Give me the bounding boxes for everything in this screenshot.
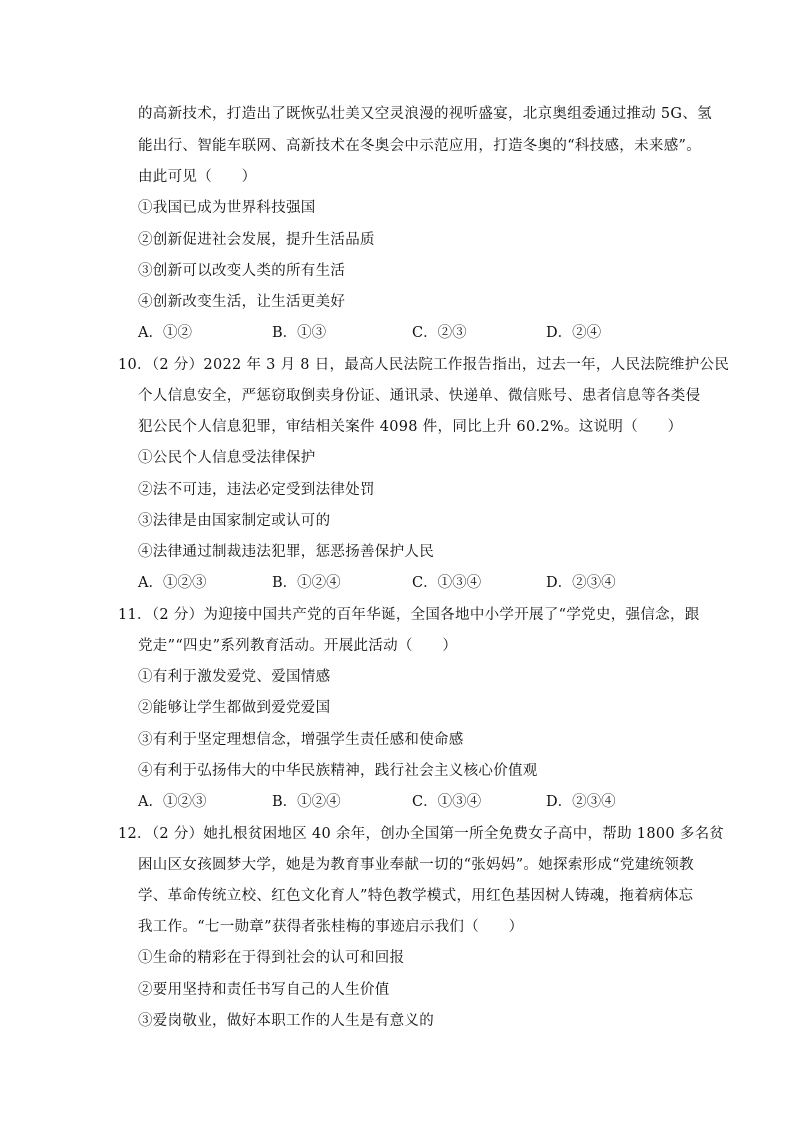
question-text-line: 犯公民个人信息犯罪，审结相关案件 4098 件，同比上升 60.2%。这说明（ ）: [138, 419, 683, 435]
question-text-line: 党走”“四史”系列教育活动。开展此活动（ ）: [138, 638, 458, 654]
question-11-stem: 11．（2 分）为迎接中国共产党的百年华诞，全国各地中小学开展了“学党史，强信念，跟: [118, 607, 700, 623]
statement-item: ②能够让学生都做到爱党爱国: [138, 700, 331, 716]
question-text-line: 的高新技术，打造出了既恢弘壮美又空灵浪漫的视听盛宴，北京奥组委通过推动 5G、氢: [138, 106, 712, 122]
statement-item: ①公民个人信息受法律保护: [138, 450, 316, 466]
statement-item: ①生命的精彩在于得到社会的认可和回报: [138, 950, 405, 966]
answer-option-d: D．②③④: [546, 794, 616, 810]
statement-item: ③法律是由国家制定或认可的: [138, 513, 331, 529]
statement-item: ①有利于激发爱党、爱国情感: [138, 669, 331, 685]
statement-item: ③爱岗敬业，做好本职工作的人生是有意义的: [138, 1013, 434, 1029]
statement-item: ②要用坚持和责任书写自己的人生价值: [138, 982, 390, 998]
answer-option-c: C．①③④: [412, 575, 482, 591]
statement-item: ①我国已成为世界科技强国: [138, 200, 316, 216]
question-text-line: 能出行、智能车联网、高新技术在冬奥会中示范应用，打造冬奥的“科技感，未来感”。: [138, 138, 702, 154]
question-text-line: 我工作。“七一勋章”获得者张桂梅的事迹启示我们（ ）: [138, 919, 524, 935]
question-12-stem: 12．（2 分）她扎根贫困地区 40 余年，创办全国第一所全免费女子高中，帮助 1800 多名贫: [118, 826, 725, 842]
answer-option-c: C．②③: [412, 325, 467, 341]
answer-option-a: A．①②③: [138, 794, 207, 810]
answer-option-b: B．①②④: [272, 794, 341, 810]
statement-item: ②创新促进社会发展，提升生活品质: [138, 232, 375, 248]
answer-option-d: D．②③④: [546, 575, 616, 591]
statement-item: ②法不可违，违法必定受到法律处罚: [138, 482, 375, 498]
question-text-line: 由此可见（ ）: [138, 169, 257, 185]
answer-option-d: D．②④: [546, 325, 602, 341]
answer-option-a: A．①②③: [138, 575, 207, 591]
statement-item: ④有利于弘扬伟大的中华民族精神，践行社会主义核心价值观: [138, 763, 538, 779]
answer-option-c: C．①③④: [412, 794, 482, 810]
question-10-stem: 10．（2 分）2022 年 3 月 8 日，最高人民法院工作报告指出，过去一年，人民法院维护公民: [118, 357, 730, 373]
statement-item: ③有利于坚定理想信念，增强学生责任感和使命感: [138, 732, 464, 748]
question-text-line: 困山区女孩圆梦大学，她是为教育事业奉献一切的“张妈妈”。她探索形成“党建统领教: [138, 857, 694, 873]
answer-option-a: A．①②: [138, 325, 192, 341]
question-text-line: 个人信息安全，严惩窃取倒卖身份证、通讯录、快递单、微信账号、患者信息等各类侵: [138, 388, 701, 404]
statement-item: ④创新改变生活，让生活更美好: [138, 294, 346, 310]
statement-item: ④法律通过制裁违法犯罪，惩恶扬善保护人民: [138, 544, 434, 560]
statement-item: ③创新可以改变人类的所有生活: [138, 263, 346, 279]
question-text-line: 学、革命传统立校、红色文化育人”特色教学模式，用红色基因树人铸魂，拖着病体忘: [138, 888, 694, 904]
answer-option-b: B．①③: [272, 325, 327, 341]
answer-option-b: B．①②④: [272, 575, 341, 591]
